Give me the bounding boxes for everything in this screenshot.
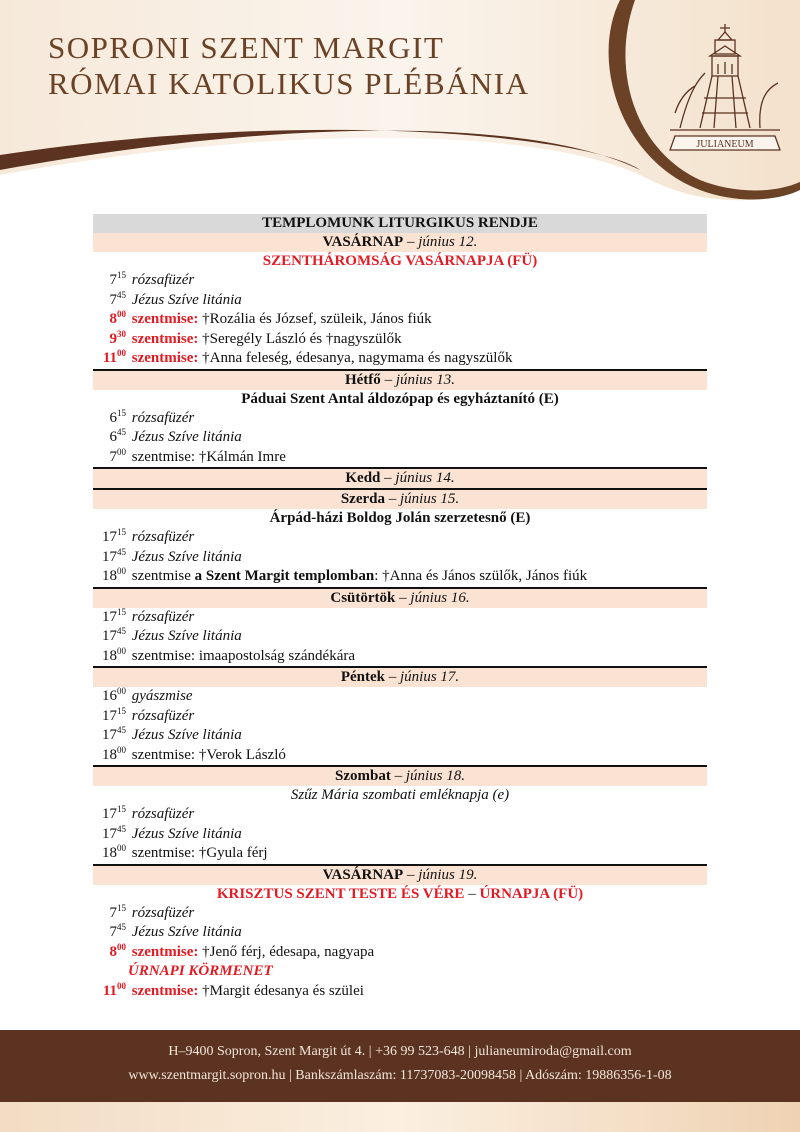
schedule-row: $16^{00}$ gyászmise: [102, 686, 193, 704]
time: $11^{00}$: [102, 348, 126, 366]
schedule-row: $6^{45}$ Jézus Szíve litánia: [109, 427, 242, 445]
schedule-row: $17^{15}$ rózsafüzér: [102, 527, 195, 545]
time: $7^{15}$: [109, 270, 126, 288]
feast-name: Szűz Mária szombati emléknapja (e): [290, 787, 510, 803]
schedule-row: $17^{15}$ rózsafüzér: [102, 804, 195, 822]
schedule-row: $11^{00}$ szentmise: †Anna feleség, édesanya, nagymama és nagyszülők: [93, 349, 707, 369]
feast-name: KRISZTUS SZENT TESTE ÉS VÉRE – ÚRNAPJA (FÜ): [216, 885, 584, 902]
schedule-row: $17^{45}$ Jézus Szíve litánia: [102, 823, 242, 842]
footer: [0, 1030, 800, 1102]
schedule-row: $7^{15}$ rózsafüzér: [93, 271, 707, 291]
schedule-row: $17^{15}$ rózsafüzér: [102, 705, 195, 724]
day-header-sunday-12: [93, 233, 707, 252]
schedule-row: $18^{00}$ szentmise: †Gyula férj: [102, 843, 268, 861]
schedule-row: $17^{45}$ Jézus Szíve litánia: [102, 725, 242, 743]
schedule-heading: TEMPLOMUNK LITURGIKUS RENDJE: [93, 214, 707, 233]
parish-title: [48, 30, 530, 102]
time: $9^{30}$: [109, 328, 126, 347]
feast-name: SZENTHÁROMSÁG VASÁRNAPJA (FÜ): [262, 253, 538, 269]
schedule-row: $18^{00}$ szentmise a Szent Margit templomban: †Anna és János szülők, János fiúk: [102, 566, 588, 584]
time: $7^{45}$: [109, 289, 126, 308]
schedule-row: $18^{00}$ szentmise: imaapostolság szándékára: [102, 645, 356, 664]
schedule-row: $7^{45}$ Jézus Szíve litánia: [109, 922, 242, 940]
day-header-thursday: Csütörtök – június 16.: [93, 587, 707, 608]
schedule-row: $8^{00}$ szentmise: †Jenő férj, édesapa, nagyapa: [109, 941, 375, 960]
schedule-row: $17^{45}$ Jézus Szíve litánia: [102, 546, 242, 565]
title-line-2: RÓMAI KATOLIKUS PLÉBÁNIA: [48, 66, 530, 101]
schedule-row: $7^{15}$ rózsafüzér: [109, 902, 195, 921]
feast-name: Páduai Szent Antal áldozópap és egyháztanító (E): [241, 390, 559, 407]
schedule-row: $7^{45}$ Jézus Szíve litánia: [93, 291, 707, 311]
day-header-saturday: Szombat – június 18.: [93, 765, 707, 786]
day-name: VASÁRNAP: [322, 234, 404, 250]
schedule-row: $18^{00}$ szentmise: †Verok László: [102, 744, 286, 763]
footer-address: H–9400 Sopron, Szent Margit út 4. | +36 99 523-648 | julianeumiroda@gmail.com: [168, 1044, 632, 1059]
schedule-row: $8^{00}$ szentmise: †Rozália és József, szüleik, János fiúk: [93, 310, 707, 330]
schedule-row: $17^{45}$ Jézus Szíve litánia: [102, 626, 242, 644]
day-header-monday: Hétfő – június 13.: [93, 369, 707, 390]
feast-name: Árpád-házi Boldog Jolán szerzetesnő (E): [269, 510, 531, 526]
footer-bank: www.szentmargit.sopron.hu | Bankszámlaszám: 11737083-20098458 | Adószám: 19886356-1-08: [128, 1068, 672, 1083]
day-date: – június 12.: [406, 234, 478, 250]
day-header-tuesday: Kedd – június 14.: [93, 467, 707, 488]
julianeum-logo: [660, 18, 790, 168]
title-line-1: SOPRONI SZENT MARGIT: [48, 30, 445, 65]
schedule-row: $9^{30}$ szentmise: †Seregély László és †nagyszülők: [93, 330, 707, 350]
footer-strip: [0, 1102, 800, 1132]
day-header-sunday-19: VASÁRNAP – június 19.: [93, 864, 707, 885]
time: $8^{00}$: [109, 309, 126, 327]
liturgical-schedule: [93, 214, 707, 1001]
day-header-wednesday: Szerda – június 15.: [93, 488, 707, 509]
schedule-row: $11^{00}$ szentmise: †Margit édesanya és szülei: [102, 980, 364, 999]
day-header-friday: Péntek – június 17.: [93, 666, 707, 687]
schedule-row: $6^{15}$ rózsafüzér: [109, 407, 195, 426]
schedule-row: $7^{00}$ szentmise: †Kálmán Imre: [109, 446, 286, 465]
procession-row: ÚRNAPI KÖRMENET: [128, 963, 273, 979]
logo-text: JULIANEUM: [696, 139, 754, 150]
schedule-row: $17^{15}$ rózsafüzér: [102, 606, 195, 625]
